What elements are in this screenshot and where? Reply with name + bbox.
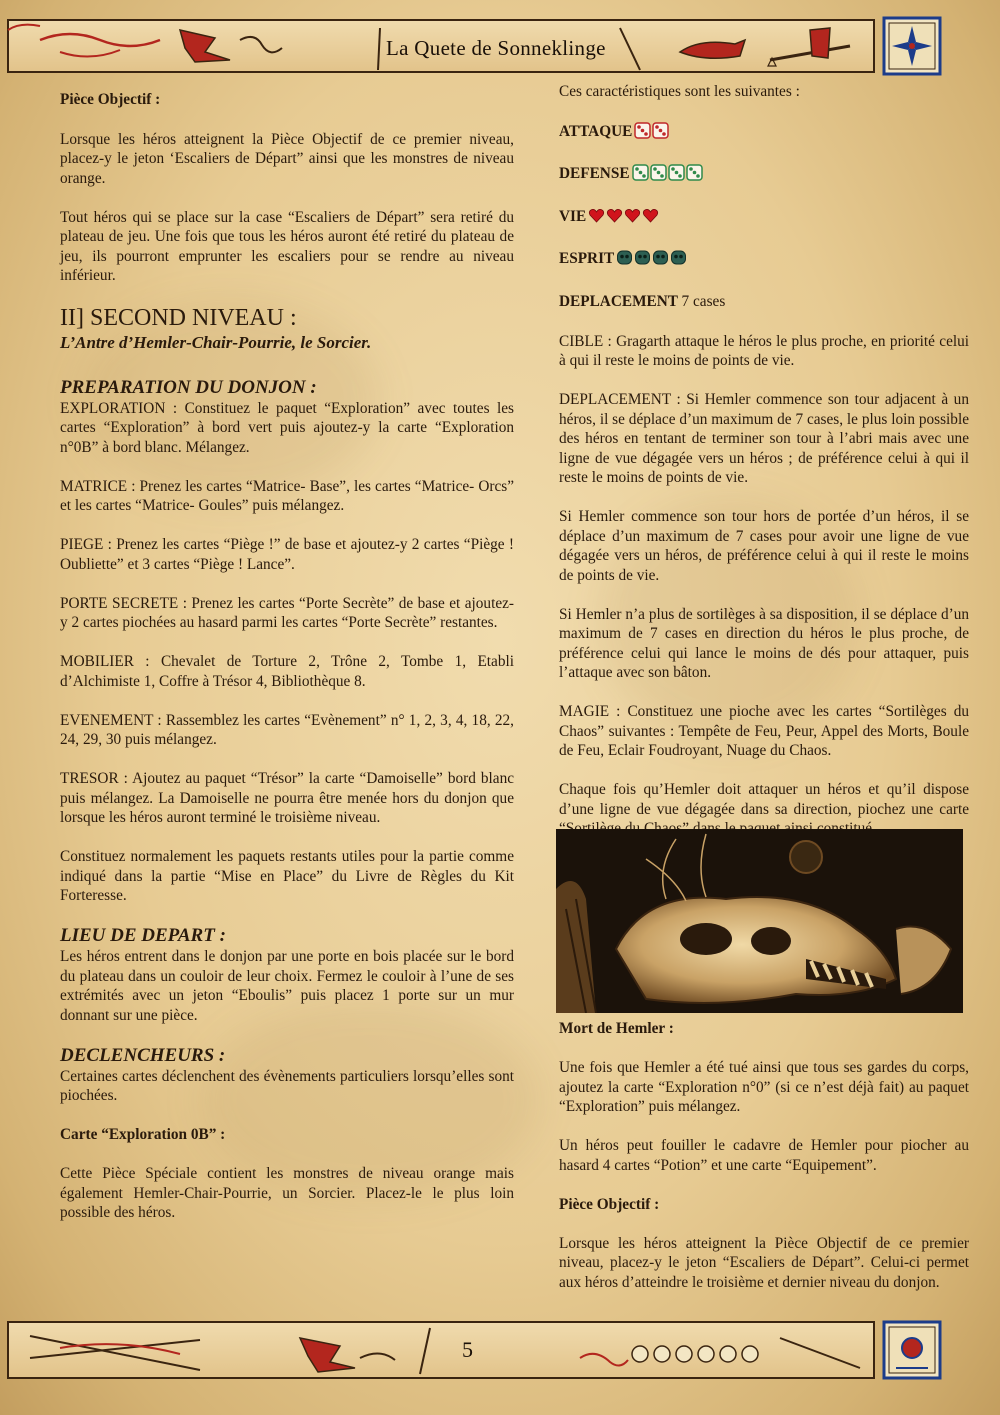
evenement-label: EVENEMENT :	[60, 711, 162, 729]
stat-defense	[559, 164, 969, 187]
magie-paragraph	[559, 702, 969, 761]
lieu-depart-text: Les héros entrent dans le donjon par une porte en bois placée sur le bord du plateau dans un couloir de leur choix. Fermez le couloir à l’une de ses extrémités avec un jeton “Eboulis” puis placez 1 porte sur un mur donnant sur une pièce.	[60, 948, 514, 1024]
exploration-text: Constituez le paquet “Exploration” avec toutes les cartes “Exploration” à bord vert puis ajoutez-y la carte “Exploration n°0B” à bord blanc. Mélangez.	[60, 399, 515, 456]
piece-objectif-heading: Pièce Objectif :	[60, 91, 161, 108]
piece-objectif-paragraph-1: Lorsque les héros atteignent la Pièce Objectif de ce premier niveau, placez-y le jeton ‘Escaliers de Départ” ainsi que les monstres de niveau orange.	[60, 130, 514, 187]
magie-text: Constituez une pioche avec les cartes “Sortilèges du Chaos” suivantes : Tempête de Feu, Peur, Appel des Morts, Boule de Feu, Eclair Foudroyant, Nuage du Chaos.	[559, 703, 969, 759]
mort-hemler-text: Une fois que Hemler a été tué ainsi que tous ses gardes du corps, ajoutez la carte “Exploration n°0” (si ce n’est déjà fait) au paquet “Exploration” puis mélangez.	[559, 1059, 969, 1115]
porte-secrete-text: Prenez les cartes “Porte Secrète” de base et ajoutez-y 2 cartes piochées au hasard parmi les cartes “Porte Secrète” restantes.	[60, 594, 515, 631]
sortileges-paragraph: Si Hemler n’a plus de sortilèges à sa disposition, il se déplace d’un maximum de 7 cases en direction du héros le plus proche, de préférence celui qui lance le moins de dés pour attaquer, puis l’attaque avec son bâton.	[559, 605, 969, 681]
skull-illustration	[556, 829, 963, 1013]
evenement-text: Rassemblez les cartes “Evènement” n° 1, 2, 3, 4, 18, 22, 24, 29, 30 puis mélangez.	[60, 711, 515, 748]
lieu-depart-heading: LIEU DE DEPART :	[60, 925, 226, 946]
stat-esprit	[559, 249, 969, 272]
mobilier-label: MOBILIER :	[60, 653, 150, 670]
deplacement-label: DEPLACEMENT	[559, 292, 678, 310]
hors-portee-paragraph: Si Hemler commence son tour hors de portée d’un héros, il se déplace d’un maximum de 7 cases pour avoir une ligne de vue dégagée vers un héros, de préférence celui à qui il reste le moins de points de vie.	[559, 508, 969, 584]
spirit-icon	[670, 249, 687, 266]
stat-vie	[559, 207, 969, 230]
deplacement-rule-paragraph	[559, 390, 969, 488]
mobilier-paragraph	[60, 652, 514, 691]
piece-objectif-text-right: Lorsque les héros atteignent la Pièce Objectif de ce premier niveau, placez-y le jeton “Escaliers de Départ”. Celui-ci permet aux héros d’atteindre le troisième et dernier niveau du donjon.	[559, 1234, 969, 1291]
footer-ornament	[0, 1318, 1000, 1415]
declencheurs-heading: DECLENCHEURS :	[60, 1044, 226, 1066]
matrice-paragraph	[60, 477, 514, 516]
carte-exploration-heading: Carte “Exploration 0B” :	[60, 1126, 226, 1143]
mort-hemler-heading: Mort de Hemler :	[559, 1020, 674, 1037]
die-green-icon	[686, 164, 703, 181]
attaque-label: ATTAQUE	[559, 122, 633, 140]
declencheurs-text: Certaines cartes déclenchent des évènements particuliers lorsqu’elles sont piochées.	[60, 1067, 514, 1104]
porte-secrete-label: PORTE SECRETE :	[60, 594, 187, 612]
defense-label: DEFENSE	[559, 165, 630, 182]
tresor-paragraph	[60, 769, 514, 828]
cible-paragraph	[559, 332, 969, 371]
spirit-icons	[616, 249, 688, 272]
left-column	[60, 90, 514, 1242]
header-band	[0, 0, 1000, 80]
stat-attaque	[559, 122, 969, 145]
vie-label: VIE	[559, 207, 587, 225]
tresor-text: Ajoutez au paquet “Trésor” la carte “Damoiselle” bord blanc puis mélangez. La Damoiselle ne pourra être menée hors du donjon que lorsque les héros auront terminé le troisième niveau.	[60, 770, 515, 826]
exploration-label: EXPLORATION :	[60, 399, 178, 417]
attack-dice-icons	[634, 122, 670, 145]
fouiller-text: Un héros peut fouiller le cadavre de Hemler pour piocher au hasard 4 cartes “Potion” et une carte “Equipement”.	[559, 1137, 969, 1174]
die-green-icon	[650, 164, 667, 181]
stats-intro: Ces caractéristiques sont les suivantes :	[559, 83, 800, 100]
heart-icon	[624, 207, 641, 224]
die-red-icon	[652, 122, 669, 139]
heart-icons	[588, 207, 660, 230]
exploration-paragraph	[60, 399, 514, 458]
constituez-paragraph: Constituez normalement les paquets restants utiles pour la partie comme indiqué dans la partie “Mise en Place” du Livre de Règles du Kit Forteresse.	[60, 848, 514, 904]
header-title: La Quete de Sonneklinge	[386, 36, 606, 60]
footer-band	[0, 1318, 1000, 1415]
piece-objectif-paragraph-2: Tout héros qui se place sur la case “Escaliers de Départ” sera retiré du plateau de jeu. Une fois que tous les héros auront été retiré du plateau de jeu, ils pourront emprunter les escaliers pour se rendre au niveau inférieur.	[60, 208, 514, 284]
die-green-icon	[632, 164, 649, 181]
heart-icon	[642, 207, 659, 224]
tresor-label: TRESOR :	[60, 770, 128, 787]
page-number: 5	[462, 1337, 473, 1362]
heart-icon	[606, 207, 623, 224]
magie-label: MAGIE :	[559, 703, 621, 720]
compass-rose-icon	[884, 18, 940, 74]
cible-label: CIBLE :	[559, 332, 612, 350]
piege-label: PIEGE :	[60, 536, 112, 553]
piege-paragraph	[60, 535, 514, 574]
deplacement-rule-text: Si Hemler commence son tour adjacent à un héros, il se déplace d’un maximum de 7 cases, le plus loin possible des héros en tentant de terminer son tour à l’abri mais avec une ligne de vue dégagée vers un héros ; de préférence celui à qui il reste le moins de points de vie.	[559, 391, 969, 486]
porte-secrete-paragraph	[60, 594, 514, 633]
chaque-fois-paragraph: Chaque fois qu’Hemler doit attaquer un héros et qu’il dispose d’une ligne de vue dégagée dans sa direction, piochez une carte	[559, 781, 969, 818]
section-subtitle: L’Antre d’Hemler-Chair-Pourrie, le Sorcier.	[60, 333, 372, 352]
deplacement-rule-label: DEPLACEMENT :	[559, 391, 681, 408]
carte-exploration-text: Cette Pièce Spéciale contient les monstres de niveau orange mais également Hemler-Chair-Pourrie, un Sorcier. Placez-le le plus loin possible des héros.	[60, 1165, 514, 1221]
spirit-icon	[634, 249, 651, 266]
spirit-icon	[616, 249, 633, 266]
piece-objectif-heading-right: Pièce Objectif :	[559, 1195, 660, 1213]
preparation-heading: PREPARATION DU DONJON :	[60, 376, 317, 398]
matrice-text: Prenez les cartes “Matrice- Base”, les cartes “Matrice- Orcs” et les cartes “Matrice- Goules” puis mélangez.	[60, 477, 514, 514]
right-column	[559, 83, 970, 866]
section-title: II] SECOND NIVEAU :	[60, 305, 297, 331]
cible-text: Gragarth attaque le héros le plus proche, en priorité celui à qui il reste le moins de points de vie.	[559, 332, 970, 369]
defense-dice-icons	[632, 164, 704, 187]
matrice-label: MATRICE :	[60, 477, 136, 495]
spirit-icon	[652, 249, 669, 266]
mobilier-text: Chevalet de Torture 2, Trône 2, Tombe 1, Etabli d’Alchimiste 1, Coffre à Trésor 4, Bibliothèque 8.	[60, 653, 514, 690]
piege-text: Prenez les cartes “Piège !” de base et ajoutez-y 2 cartes “Piège ! Oubliette” et 3 cartes “Piège ! Lance”.	[60, 536, 515, 573]
stat-deplacement	[559, 292, 969, 312]
evenement-paragraph	[60, 711, 514, 750]
right-column-lower	[559, 1019, 969, 1312]
deplacement-value: 7 cases	[681, 292, 726, 310]
esprit-label: ESPRIT	[559, 250, 615, 267]
die-green-icon	[668, 164, 685, 181]
heart-icon	[588, 207, 605, 224]
medallion-icon	[884, 1322, 940, 1378]
die-red-icon	[634, 122, 651, 139]
